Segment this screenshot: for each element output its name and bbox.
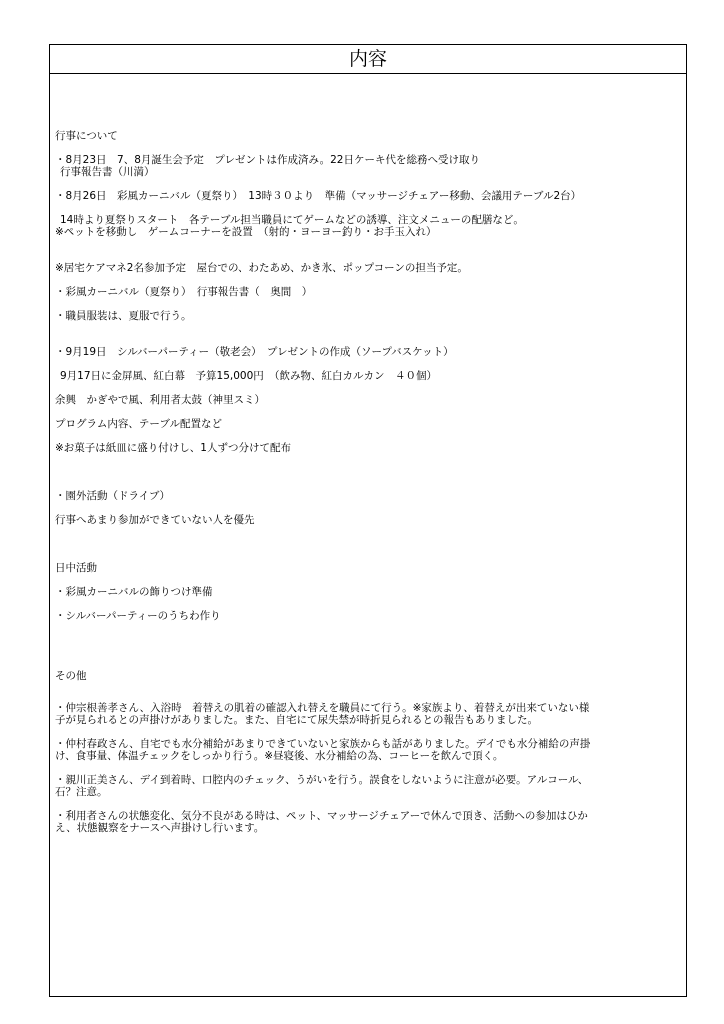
text-line: ・8月26日 彩風カーニバル（夏祭り） 13時３０より 準備（マッサージチェアー移動、会議用テーブル2台） — [55, 190, 582, 202]
text-line: ・8月23日 7、8月誕生会予定 プレゼントは作成済み。22日ケーキ代を総務へ受け取り — [55, 154, 480, 166]
text-line: ・職員服装は、夏服で行う。 — [55, 310, 192, 322]
text-line: ・利用者さんの状態変化、気分不良がある時は、ペット、マッサージチェアーで休んで頂き、活動への参加はひか — [55, 810, 588, 822]
text-line: 行事へあまり参加ができていない人を優先 — [55, 514, 255, 526]
text-line: ※居宅ケアマネ2名参加予定 屋台での、わたあめ、かき氷、ポップコーンの担当予定。 — [55, 262, 468, 274]
text-line: 子が見られるとの声掛けがありました。また、自宅にて尿失禁が時折見られるとの報告もありました。 — [55, 714, 538, 726]
text-line: ・親川正美さん、デイ到着時、口腔内のチェック、うがいを行う。誤食をしないように注意が必要。アルコール、 — [55, 774, 589, 786]
text-line: え、状態観察をナースへ声掛けし行います。 — [55, 822, 265, 834]
text-line: 9月17日に金屏風、紅白幕 予算15,000円 （飲み物、紅白カルカン ４０個） — [60, 370, 438, 382]
content-frame — [49, 44, 687, 997]
text-line: ※ペットを移動し ゲームコーナーを設置 （射的・ヨーヨー釣り・お手玉入れ） — [55, 226, 437, 238]
text-line: プログラム内容、テーブル配置など — [55, 418, 222, 430]
section-heading-events: 行事について — [55, 130, 118, 142]
text-line: 余興 かぎやで風、利用者太鼓（神里スミ） — [55, 394, 265, 406]
section-heading-other: その他 — [55, 670, 87, 682]
text-line: 行事報告書（川満） — [60, 166, 155, 178]
page-title: 内容 — [50, 45, 686, 74]
text-line: 14時より夏祭りスタート 各テーブル担当職員にてゲームなどの誘導、注文メニューの配膳など。 — [60, 214, 524, 226]
text-line: ・彩風カーニバルの飾りつけ準備 — [55, 586, 213, 598]
text-line: ・シルバーパーティーのうちわ作り — [55, 610, 221, 622]
text-line: 石？注意。 — [55, 786, 108, 798]
text-line: け、食事量、体温チェックをしっかり行う。※昼寝後、水分補給の為、コーヒーを飲んで頂く。 — [55, 750, 504, 762]
text-line: ・彩風カーニバル（夏祭り） 行事報告書（ 奥間 ） — [55, 286, 313, 298]
text-line: ・仲村春政さん、自宅でも水分補給があまりできていないと家族からも話がありました。デイでも水分補給の声掛 — [55, 738, 591, 750]
text-line: ・仲宗根善孝さん、入浴時 着替えの肌着の確認入れ替えを職員にて行う。※家族より、着替えが出来ていない様 — [55, 702, 590, 714]
text-line: ※お菓子は紙皿に盛り付けし、1人ずつ分けて配布 — [55, 442, 291, 454]
text-line: ・9月19日 シルバーパーティー（敬老会） プレゼントの作成（ソープバスケット） — [55, 346, 454, 358]
section-heading-daytime: 日中活動 — [55, 562, 97, 574]
text-line: ・園外活動（ドライブ） — [55, 490, 170, 502]
